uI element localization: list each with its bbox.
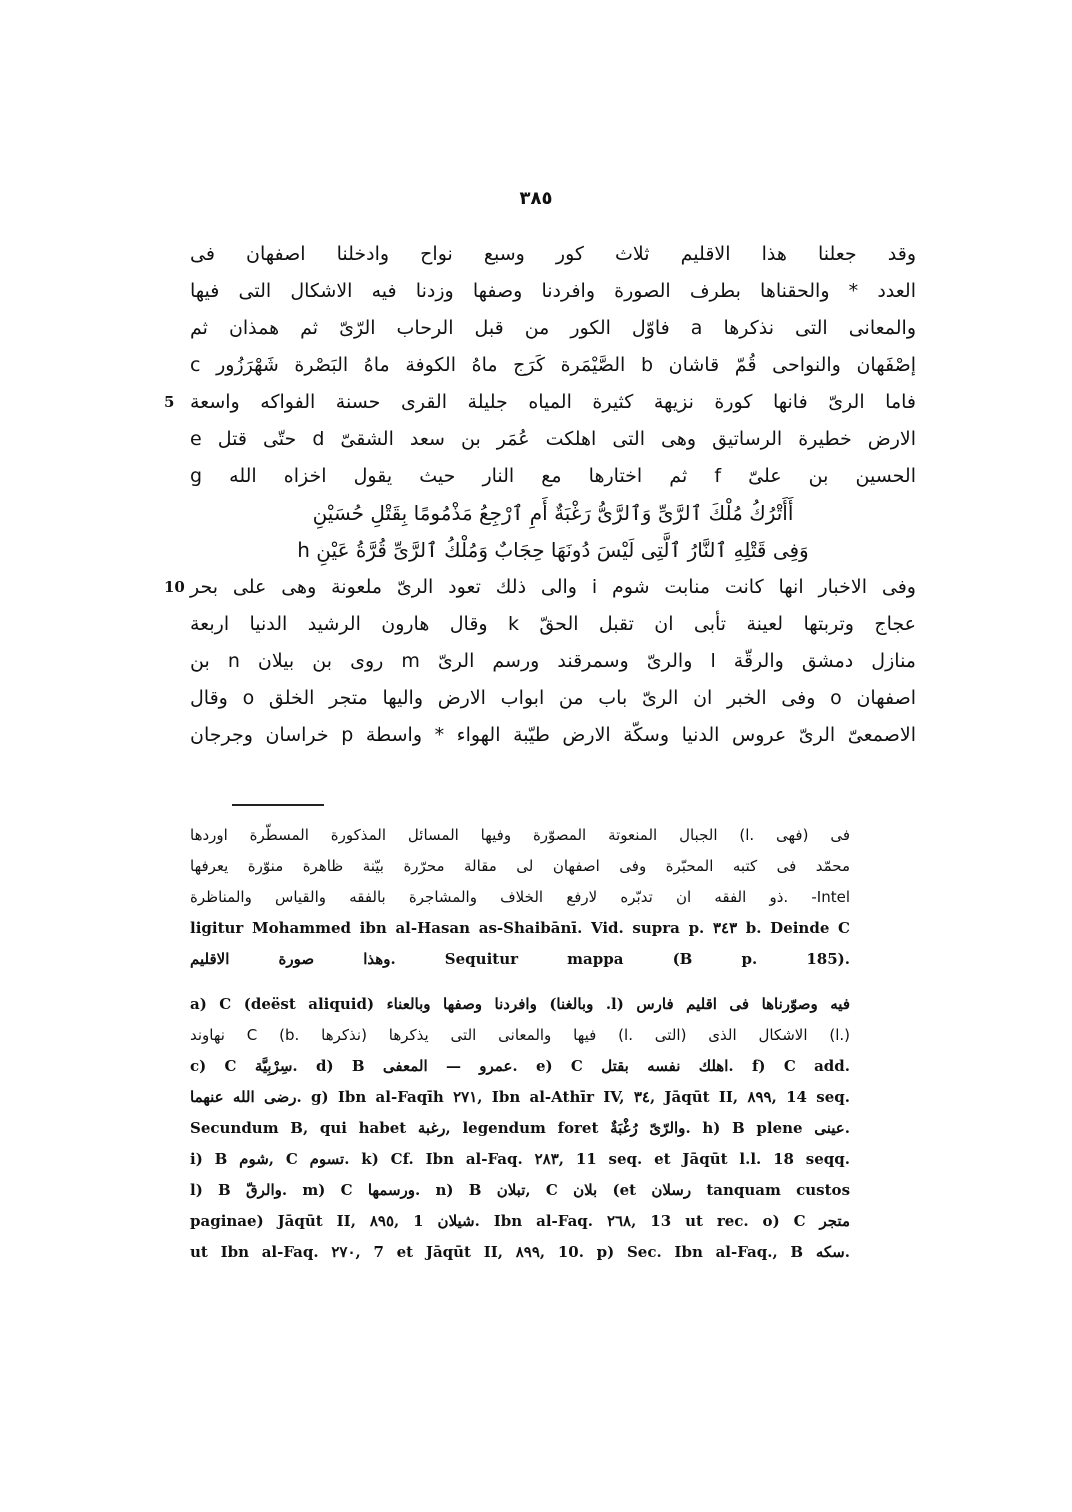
- footnote-line: (.l) الاشكال الذى (التى .l) فيها والمعانى التى يذكرها (نذكرها .b) C نهاوند: [190, 1026, 850, 1044]
- line-text: أَأَتْرُكُ مُلْكَ ٱلرَّىِّ وَٱلرَّىُّ رَغْبَةٌ أَمِ ٱرْجِعُ مَذْمُومًا بِقَتْلِ حُسَيْنِ: [312, 501, 794, 525]
- text-line: [164, 384, 916, 421]
- text-line: [190, 458, 916, 495]
- text-line: [190, 310, 916, 347]
- line-number: 10: [164, 578, 185, 596]
- line-text: فاما الرىّ فانها كورة نزيهة كثيرة المياه جليلة القرى حسنة الفواكه واسعة: [190, 391, 916, 413]
- text-line: [190, 680, 916, 717]
- main-text: [164, 236, 917, 754]
- footnote-line: ligitur Mohammed ibn al-Hasan as-Shaibānī. Vid. supra p. ٣٤٣ b. Deinde C: [190, 919, 850, 937]
- footnote-line: وهذا صورة الاقليم. Sequitur mappa (B p. 185).: [190, 950, 850, 968]
- footnote-line: l) B والرقّ. m) C ورسمها. n) B تبلان, C بلان (et رسلان tanquam custos: [190, 1181, 850, 1199]
- line-text: منازل دمشق والرقّة l والرىّ وسمرقند ورسم الرىّ m روى بن بيلان n بن: [190, 650, 916, 672]
- text-line: [164, 569, 916, 606]
- text-line: [190, 717, 916, 754]
- text-line: [190, 236, 916, 273]
- text-line: [190, 606, 916, 643]
- footnote-line: ut Ibn al-Faq. ٢٧٠, 7 et Jāqūt II, ٨٩٩, 10. p) Sec. Ibn al-Faq., B سكه.: [190, 1243, 850, 1261]
- text-line: [190, 273, 916, 310]
- footnote-line: paginae) Jāqūt II, ٨٩٥, 1 شيلان. Ibn al-Faq. ٢٦٨, 13 ut rec. o) C متجر: [190, 1212, 850, 1230]
- footnote-divider: [232, 804, 324, 806]
- line-text: العدد * والحقناها بطرف الصورة وافردنا وصفها وزدنا فيه الاشكال التى فيها: [190, 280, 916, 302]
- line-text: عجاج وتربتها لعينة تأبى ان تقبل الحقّ k وقال هارون الرشيد الدنيا اربعة: [190, 613, 916, 635]
- footnote-gap: [190, 975, 850, 989]
- line-text: الاصمعىّ الرىّ عروس الدنيا وسكّة الارض طيّبة الهواء * واسطة p خراسان وجرجان: [190, 724, 917, 746]
- footnote-line: Secundum B, qui habet رغبة, legendum foret والرّىّ رُغْبَةٌ. h) B plene عينى.: [190, 1119, 850, 1137]
- line-text: وقد جعلنا هذا الاقليم ثلاث كور وسبع نواح وادخلنا اصفهان فى: [190, 243, 916, 265]
- line-text: الارض خطيرة الرساتيق وهى التى اهلكت عُمَر بن سعد الشقىّ d حتّى قتل e: [190, 428, 917, 450]
- line-text: الحسين بن علىّ f ثم اختارها مع النار حيث يقول اخزاه الله g: [190, 465, 916, 487]
- verse-line: [190, 495, 916, 532]
- text-line: [190, 643, 916, 680]
- page-number: ٣٨٥: [519, 188, 553, 209]
- text-line: [190, 421, 916, 458]
- line-text: اصفهان o وفى الخبر ان الرىّ باب من ابواب الارض واليها متجر الخلق o وقال: [190, 687, 916, 709]
- footnote-line: رضى الله عنهما. g) Ibn al-Faqīh ٢٧١, Ibn al-Athīr IV, ٣٤, Jāqūt II, ٨٩٩, 14 seq.: [190, 1088, 850, 1106]
- line-number: 5: [164, 393, 175, 411]
- verse-line: [190, 532, 916, 569]
- line-text: وفى الاخبار انها كانت منابت شوم i والى ذلك تعود الرىّ ملعونة وهى على بحر: [190, 576, 916, 598]
- text-line: [190, 347, 916, 384]
- footnote-line: a) C (deëst aliquid) وافردنا وصفها وبالعناء (وبالغنا .l) فيه وصوّرناها فى اقليم فارس: [190, 995, 850, 1013]
- footnotes: [190, 820, 850, 1268]
- footnote-line: محمّد فى كتبه المحبّرة وفى اصفهان لى مقالة محرّرة بيّنة ظاهرة منوّرة يعرفها: [190, 857, 850, 875]
- line-text: والمعانى التى نذكرها a فاوّل الكور من قبل الرحاب الرّىّ ثم همذان ثم: [190, 317, 916, 339]
- footnote-line: i) B شوم, C تسوم. k) Cf. Ibn al-Faq. ٢٨٣, 11 seq. et Jāqūt l.l. 18 seqq.: [190, 1150, 850, 1168]
- footnote-line: Intel- .ذو الفقه ان تدبّره لارفع الخلاف والمشاجرة بالفقه والقياس والمناظرة: [190, 888, 850, 906]
- line-text: وَفِى قَتْلِهِ ٱلنَّارُ ٱلَّتِى لَيْسَ دُونَهَا حِجَابٌ وَمُلْكُ ٱلرَّىِّ قُرَّةُ عَيْنِ h: [297, 538, 809, 562]
- footnote-line: فى (فهى .l) الجبال المنعوتة المصوّرة وفيها المسائل المذكورة المسطّرة اوردها: [190, 826, 850, 844]
- footnote-line: c) C سِرْبِيَّة. d) B عمرو — المعفى. e) C اهلك نفسه بقتل. f) C add.: [190, 1057, 850, 1075]
- line-text: إصْفَهان والنواحى قُمّ قاشان b الصَّيْمَرة كَرَج ماهُ الكوفة ماهُ البَصْرة شَهْرَزُور c: [190, 354, 916, 376]
